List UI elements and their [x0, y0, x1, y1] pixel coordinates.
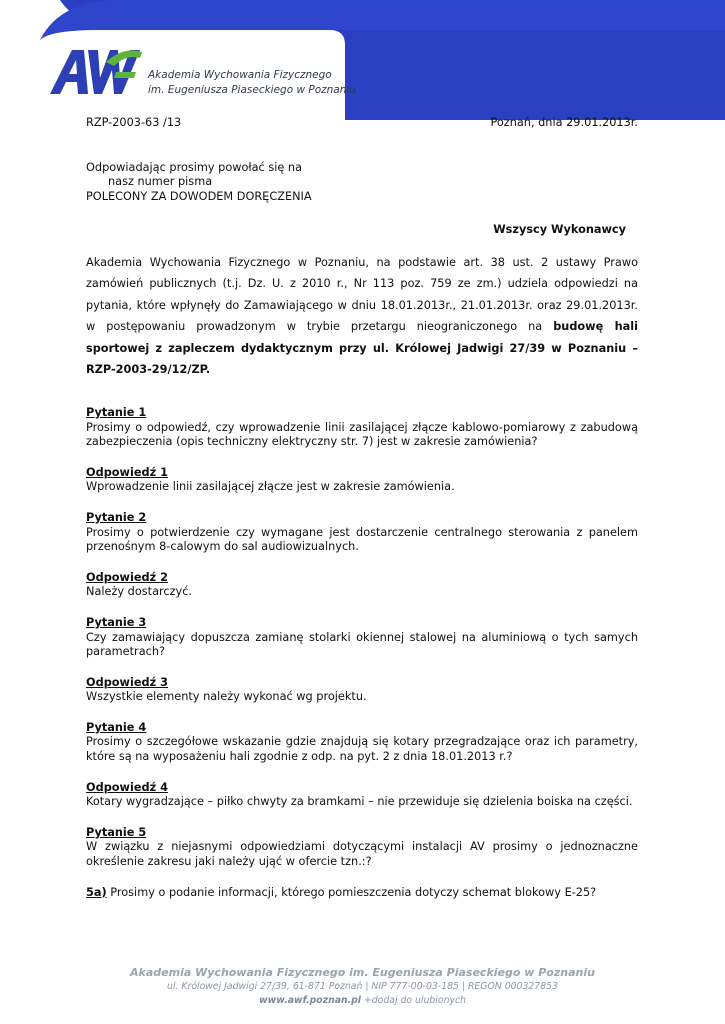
footer-website-link[interactable]: www.awf.poznan.pl — [259, 995, 361, 1006]
qa-text: Kotary wygradzające – piłko chwyty za bramkami – nie przewiduje się dzielenia boiska na części. — [86, 795, 633, 809]
qa-heading: Pytanie 2 — [86, 510, 147, 524]
item-5a-label: 5a) — [86, 885, 107, 899]
qa-heading: Odpowiedź 2 — [86, 570, 168, 584]
qa-text: Prosimy o szczegółowe wskazanie gdzie znajdują się kotary przegradzające oraz ich parametry, które są na wyposażeniu hali zgodnie z odp. na pyt. 2 z dnia 18.01.2013 r.? — [86, 735, 638, 764]
answer-2 — [86, 571, 638, 600]
reply-line-1: Odpowiadając prosimy powołać się na — [86, 160, 303, 174]
footer-links — [0, 995, 725, 1006]
addressee: Wszyscy Wykonawcy — [493, 223, 626, 237]
qa-heading: Odpowiedź 3 — [86, 675, 168, 689]
intro-paragraph — [86, 252, 638, 381]
intro-text: Akademia Wychowania Fizycznego w Poznaniu, na podstawie art. 38 ust. 2 ustawy Prawo zamówień publicznych (t.j. Dz. U. z 2010 r., Nr 113 poz. 759 ze zm.) udziela odpowiedzi na pytania, które wpłynęły do Zamawiającego w dniu 18.01.2013r., 21.01.2013r. oraz 29.01.2013r. w postępowaniu prowadzonym w trybie przetargu nieograniczonego na — [86, 255, 638, 334]
reference-number: RZP-2003-63 /13 — [86, 116, 182, 129]
qa-text: Prosimy o odpowiedź, czy wprowadzenie linii zasilającej złącze kablowo-pomiarowy z zabudową zabezpieczenia (opis techniczny elektryczny str. 7) jest w zakresie zamówienia? — [86, 420, 638, 449]
qa-heading: Pytanie 5 — [86, 825, 147, 839]
qa-text: Czy zamawiający dopuszcza zamianę stolarki okiennej stalowej na aluminiową o tych samych parametrach? — [86, 630, 638, 659]
place-date: Poznań, dnia 29.01.2013r. — [490, 116, 638, 129]
qa-text: Prosimy o potwierdzenie czy wymagane jest dostarczenie centralnego sterowania z panelem przenośnym 8-calowym do sal audiowizualnych. — [86, 525, 638, 554]
item-5a-text: Prosimy o podanie informacji, którego pomieszczenia dotyczy schemat blokowy E-25? — [106, 885, 597, 899]
qa-heading: Pytanie 3 — [86, 615, 147, 629]
delivery-note: POLECONY ZA DOWODEM DORĘCZENIA — [86, 189, 312, 203]
footer-institution: Akademia Wychowania Fizycznego im. Eugeniusza Piaseckiego w Poznaniu — [130, 966, 595, 979]
reply-instructions — [86, 161, 638, 205]
institution-name — [148, 68, 356, 98]
qa-heading: Pytanie 1 — [86, 405, 147, 419]
qa-heading: Odpowiedź 1 — [86, 465, 168, 479]
question-1 — [86, 406, 638, 450]
answer-4 — [86, 781, 638, 810]
question-4 — [86, 721, 638, 765]
footer-address: ul. Królowej Jadwigi 27/39, 61-871 Poznań | NIP 777-00-03-185 | REGON 000327853 — [167, 981, 558, 992]
qa-text: W związku z niejasnymi odpowiedziami dotyczącymi instalacji AV prosimy o jednoznaczne określenie zakresu jaki należy ująć w ofercie tzn.:? — [86, 840, 638, 869]
answer-3 — [86, 676, 638, 705]
qa-heading: Pytanie 4 — [86, 720, 147, 734]
footer-bookmark-link[interactable]: +dodaj do ulubionych — [363, 995, 466, 1006]
qa-text: Wszystkie elementy należy wykonać wg projektu. — [86, 690, 367, 704]
qa-text: Należy dostarczyć. — [86, 585, 193, 599]
qa-heading: Odpowiedź 4 — [86, 780, 168, 794]
intro-bold-text: budowę hali sportowej z zapleczem dydaktycznym przy ul. Królowej Jadwigi 27/39 w Poznaniu – RZP-2003-29/12/ZP. — [86, 320, 638, 377]
qa-text: Wprowadzenie linii zasilającej złącze jest w zakresie zamówienia. — [86, 480, 455, 494]
answer-1 — [86, 466, 638, 495]
question-2 — [86, 511, 638, 555]
reference-row — [86, 116, 638, 131]
item-5a — [86, 886, 638, 901]
question-3 — [86, 616, 638, 660]
institution-line-2: im. Eugeniusza Piaseckiego w Poznaniu — [148, 84, 356, 96]
institution-line-1: Akademia Wychowania Fizycznego — [148, 69, 332, 81]
question-5 — [86, 826, 638, 870]
reply-line-2: nasz numer pisma — [108, 175, 213, 189]
letterhead — [0, 0, 725, 120]
letter-body — [86, 116, 638, 900]
awf-logo — [44, 42, 144, 102]
